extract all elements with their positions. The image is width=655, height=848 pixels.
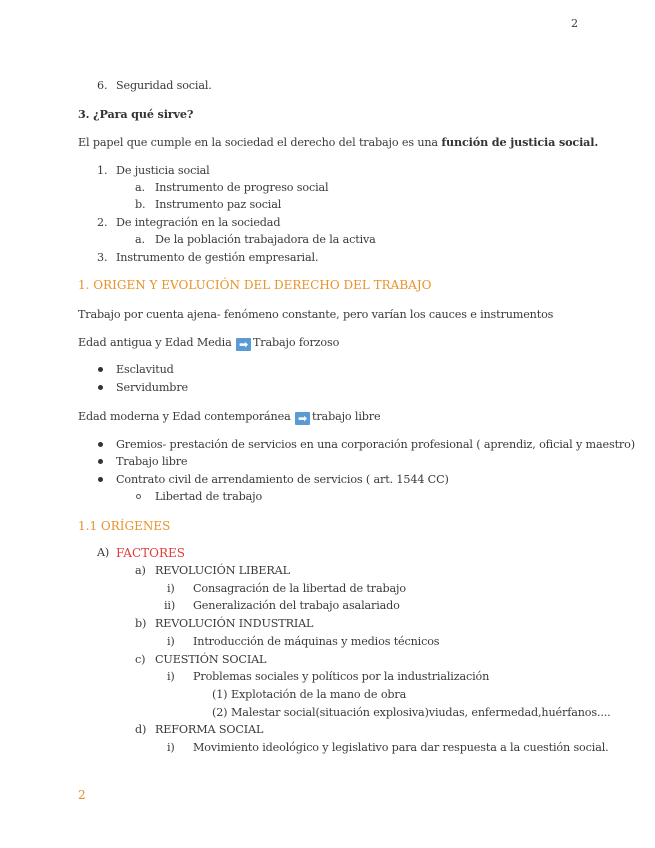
- list-item: Contrato civil de arrendamiento de servicios ( art. 1544 CC): [116, 473, 449, 486]
- list-marker: d): [135, 723, 147, 736]
- list-marker: A): [97, 546, 110, 559]
- section-heading: 3. ¿Para qué sirve?: [78, 107, 194, 121]
- list-marker: 2.: [97, 216, 108, 229]
- list-item: Introducción de máquinas y medios técnicos: [193, 635, 440, 648]
- list-item: Malestar social(situación explosiva)viudas, enfermedad,huérfanos....: [231, 706, 611, 719]
- list-marker: i): [167, 582, 175, 595]
- list-marker: a.: [135, 233, 145, 246]
- paragraph-text: Trabajo forzoso: [253, 336, 340, 349]
- paragraph-text: Edad antigua y Edad Media: [78, 336, 235, 349]
- list-marker: c): [135, 653, 146, 666]
- list-item: Generalización del trabajo asalariado: [193, 599, 400, 612]
- list-marker: 1.: [97, 164, 108, 177]
- arrow-right-icon: ➡: [236, 338, 251, 351]
- bullet-icon: [98, 367, 103, 372]
- list-item: Instrumento paz social: [155, 198, 282, 211]
- list-marker: (2): [212, 706, 228, 719]
- paragraph-text: trabajo libre: [312, 410, 381, 423]
- list-item: Instrumento de progreso social: [155, 181, 329, 194]
- paragraph: [78, 410, 380, 425]
- factores-heading: FACTORES: [116, 546, 185, 560]
- list-item: REVOLUCIÓN INDUSTRIAL: [155, 617, 314, 630]
- list-item: De integración en la sociedad: [116, 216, 281, 229]
- list-item: Gremios- prestación de servicios en una corporación profesional ( aprendiz, oficial y maestro): [116, 438, 635, 451]
- paragraph: Trabajo por cuenta ajena- fenómeno constante, pero varían los cauces e instrumentos: [78, 308, 554, 321]
- hollow-bullet-icon: [136, 494, 141, 499]
- list-marker: 6.: [97, 79, 108, 92]
- list-item: Libertad de trabajo: [155, 490, 263, 503]
- list-item: Trabajo libre: [116, 455, 188, 468]
- bullet-icon: [98, 442, 103, 447]
- list-item: De la población trabajadora de la activa: [155, 233, 376, 246]
- subsection-heading: 1.1 ORÍGENES: [78, 519, 171, 533]
- list-item: Instrumento de gestión empresarial.: [116, 251, 319, 264]
- list-marker: a): [135, 564, 146, 577]
- paragraph-text: El papel que cumple en la sociedad el derecho del trabajo es una: [78, 136, 442, 149]
- list-item: CUESTIÓN SOCIAL: [155, 653, 267, 666]
- list-marker: b): [135, 617, 147, 630]
- list-marker: ii): [164, 599, 176, 612]
- list-item: Problemas sociales y políticos por la industrialización: [193, 670, 490, 683]
- header-page-number: 2: [571, 17, 578, 30]
- bullet-icon: [98, 459, 103, 464]
- list-item: REFORMA SOCIAL: [155, 723, 264, 736]
- list-item: De justicia social: [116, 164, 210, 177]
- list-item: Explotación de la mano de obra: [231, 688, 407, 701]
- list-item: Movimiento ideológico y legislativo para dar respuesta a la cuestión social.: [193, 741, 609, 754]
- arrow-right-icon: ➡: [295, 412, 310, 425]
- list-marker: b.: [135, 198, 146, 211]
- paragraph: [78, 336, 339, 351]
- list-marker: 3.: [97, 251, 108, 264]
- list-marker: i): [167, 635, 175, 648]
- paragraph: [78, 135, 598, 150]
- list-item: Seguridad social.: [116, 79, 212, 92]
- list-item: Consagración de la libertad de trabajo: [193, 582, 406, 595]
- list-item: REVOLUCIÓN LIBERAL: [155, 564, 290, 577]
- list-marker: (1): [212, 688, 228, 701]
- bullet-icon: [98, 477, 103, 482]
- chapter-heading: 1. ORIGEN Y EVOLUCIÓN DEL DERECHO DEL TRABAJO: [78, 278, 432, 292]
- list-marker: i): [167, 670, 175, 683]
- paragraph-emphasis: función de justicia social.: [441, 135, 599, 149]
- footer-page-number: 2: [78, 788, 86, 802]
- paragraph-text: Edad moderna y Edad contemporánea: [78, 410, 295, 423]
- list-item: Servidumbre: [116, 381, 188, 394]
- list-marker: a.: [135, 181, 145, 194]
- list-item: Esclavitud: [116, 363, 174, 376]
- list-marker: i): [167, 741, 175, 754]
- bullet-icon: [98, 385, 103, 390]
